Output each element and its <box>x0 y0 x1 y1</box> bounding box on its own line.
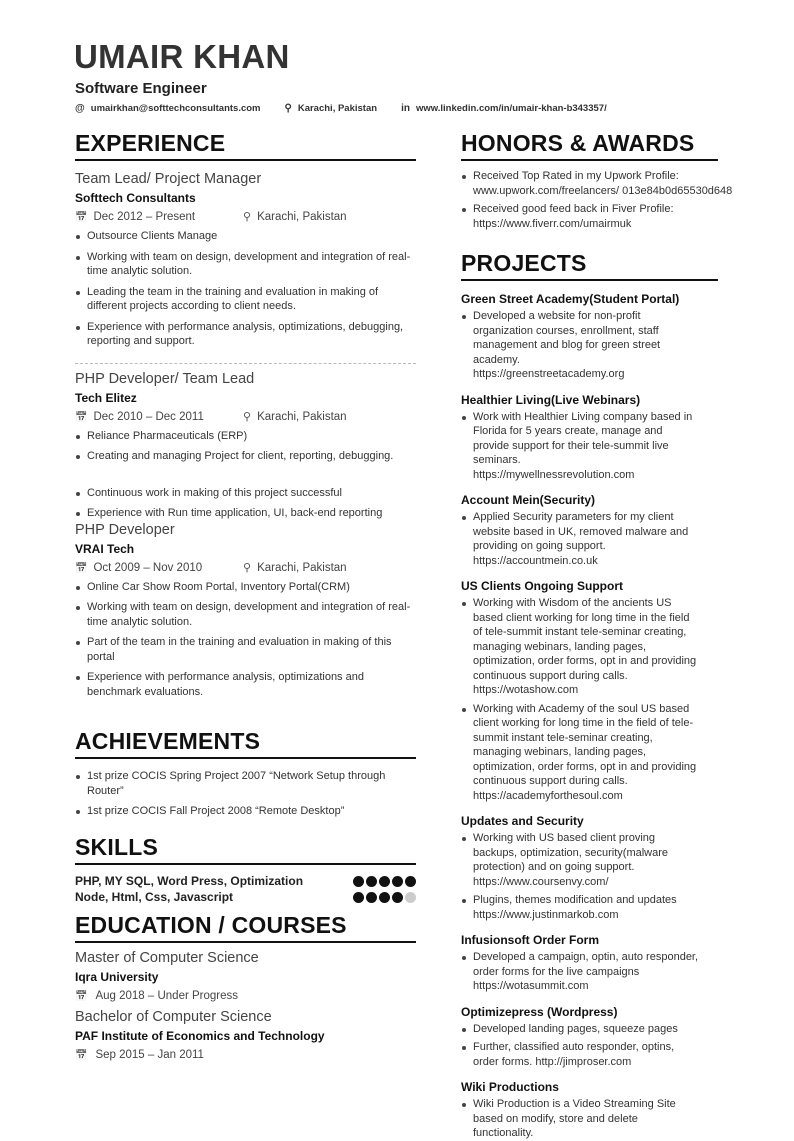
project-entry <box>461 492 718 568</box>
job-location <box>243 559 411 578</box>
bullet-item: Experience with performance analysis, optimizations, debugging, reporting and support. <box>75 320 416 349</box>
rating-dot <box>405 876 416 887</box>
achievements-section <box>75 728 416 819</box>
skill-rating <box>353 889 416 905</box>
job-dates <box>75 208 243 227</box>
project-title: Healthier Living(Live Webinars) <box>461 392 641 407</box>
bullet-text: Developed landing pages, squeeze pages <box>473 1022 678 1035</box>
company-name: Softtech Consultants <box>75 191 196 205</box>
bullet-item: Creating and managing Project for client, reporting, debugging. <box>75 449 416 464</box>
honor-item <box>461 202 718 231</box>
project-link[interactable]: https://mywellnessrevolution.com <box>473 468 635 481</box>
project-entry <box>461 578 718 803</box>
achievement-item: 1st prize COCIS Spring Project 2007 “Network Setup through Router” <box>75 769 416 798</box>
location-pin-icon: ⚲ <box>243 211 252 223</box>
project-link[interactable]: https://accountmein.co.uk <box>473 554 598 567</box>
dates-text: Dec 2010 – Dec 2011 <box>93 410 204 423</box>
section-heading: ACHIEVEMENTS <box>75 728 416 759</box>
project-entry <box>461 291 718 382</box>
honor-link[interactable]: https://www.fiverr.com/umairmuk <box>473 217 632 230</box>
bullet-text: Further, classified auto responder, optins, order forms. http://jimproser.com <box>473 1041 675 1068</box>
section-heading: SKILLS <box>75 834 416 865</box>
project-entry <box>461 392 718 483</box>
calendar-icon: 📅 <box>75 411 88 423</box>
job-entry <box>75 170 416 349</box>
bullet-text: Working with Academy of the soul US based client working for long time in the field of tele-summit instant tele-seminar creating, managing webinars, landing pages, optimization, order forms, opt in and providing continuous support during calls. <box>473 702 697 787</box>
project-bullets <box>461 950 701 994</box>
job-bullets <box>75 229 416 349</box>
dates-text: Aug 2018 – Under Progress <box>95 990 239 1002</box>
section-heading: PROJECTS <box>461 250 718 281</box>
bullet-text: Developed a website for non-profit organization courses, enrollment, staff management and blog for green street academy. <box>473 310 661 366</box>
bullet-item: Leading the team in the training and evaluation in making of different projects according to client needs. <box>75 285 416 314</box>
divider <box>75 363 416 364</box>
project-title: Infusionsoft Order Form <box>461 933 599 947</box>
rating-dot <box>353 892 364 903</box>
project-bullets <box>461 596 701 803</box>
project-title: Wiki Productions <box>461 1080 559 1094</box>
project-link[interactable]: https://www.justinmarkob.com <box>473 908 619 921</box>
project-bullets <box>461 510 701 568</box>
bullet-item <box>461 950 701 994</box>
bullet-item <box>461 702 701 804</box>
school: Iqra University <box>75 970 159 984</box>
job-entry <box>75 521 416 700</box>
bullet-item <box>461 510 701 568</box>
project-link[interactable]: https://greenstreetacademy.org <box>473 368 625 380</box>
location-text: Karachi, Pakistan <box>257 561 347 574</box>
project-bullets <box>461 309 701 382</box>
company-name: Tech Elitez <box>75 390 137 405</box>
honor-text: Received good feed back in Fiver Profile: <box>473 203 674 215</box>
bullet-item <box>461 1097 701 1141</box>
rating-dot <box>379 892 390 903</box>
achievement-item: 1st prize COCIS Fall Project 2008 “Remote Desktop” <box>75 804 416 819</box>
education-dates <box>75 987 416 1006</box>
bullet-text: Working with US based client proving backups, optimization, security(malware protection) and on going support. https://www.coursenvy.com/ <box>473 832 669 888</box>
bullet-item: Continuous work in making of this project successful <box>75 486 416 501</box>
job-bullets <box>75 429 416 521</box>
honor-link[interactable]: www.upwork.com/freelancers/ 013e84b0d65530d648 <box>473 184 733 197</box>
location-text: Karachi, Pakistan <box>257 211 347 223</box>
bullet-text: Plugins, themes modification and updates <box>473 894 677 906</box>
linkedin-link[interactable]: www.linkedin.com/in/umair-khan-b343357/ <box>415 103 607 114</box>
job-meta <box>75 408 416 427</box>
contact-info <box>75 103 631 114</box>
job-position: Team Lead/ Project Manager <box>75 171 262 187</box>
project-title: Green Street Academy(Student Portal) <box>461 292 680 306</box>
location-pin-icon: ⚲ <box>284 103 292 114</box>
location-pin-icon: ⚲ <box>243 410 252 423</box>
skill-rating <box>353 873 416 889</box>
education-section <box>75 912 416 1065</box>
job-title: Software Engineer <box>75 80 207 97</box>
project-link[interactable]: https://wotashow.com <box>473 684 579 696</box>
rating-dot <box>353 876 364 887</box>
job-position: PHP Developer <box>75 521 175 538</box>
project-title: Optimizepress (Wordpress) <box>461 1004 618 1019</box>
calendar-icon: 📅 <box>75 1050 88 1061</box>
bullet-text: Wiki Production is a Video Streaming Site based on modify, store and delete functionality. <box>473 1098 676 1139</box>
project-title: Updates and Security <box>461 814 584 828</box>
project-entry <box>461 1079 718 1141</box>
job-location <box>243 408 411 427</box>
rating-dot <box>366 876 377 887</box>
job-location <box>243 208 411 227</box>
location-text: Karachi, Pakistan <box>257 410 347 423</box>
at-icon: @ <box>75 103 85 114</box>
bullet-item <box>461 410 701 483</box>
rating-dot <box>392 876 403 887</box>
bullet-item: Reliance Pharmaceuticals (ERP) <box>75 429 416 444</box>
job-bullets <box>75 580 416 700</box>
skill-label: PHP, MY SQL, Word Press, Optimization <box>75 874 304 888</box>
project-entry <box>461 1004 718 1070</box>
degree: Bachelor of Computer Science <box>75 1009 272 1025</box>
calendar-icon: 📅 <box>75 562 88 574</box>
rating-dot <box>366 892 377 903</box>
candidate-name: UMAIR KHAN <box>74 38 290 75</box>
job-entry <box>75 363 416 521</box>
dates-text: Dec 2012 – Present <box>93 211 196 223</box>
project-title: Account Mein(Security) <box>461 493 596 507</box>
honor-item <box>461 169 733 198</box>
project-bullets <box>461 1022 701 1070</box>
bullet-item <box>461 893 701 922</box>
project-bullets <box>461 1097 701 1141</box>
bullet-item <box>461 1040 701 1069</box>
job-position: PHP Developer/ Team Lead <box>75 370 255 387</box>
skills-section <box>75 834 416 905</box>
calendar-icon: 📅 <box>75 991 88 1002</box>
bullet-item: Online Car Show Room Portal, Inventory Portal(CRM) <box>75 580 416 595</box>
bullet-text: Developed a campaign, optin, auto responder, order forms for the live campaigns <box>473 951 699 978</box>
project-entry <box>461 813 718 922</box>
bullet-item: Working with team on design, development and integration of real-time analytic solution. <box>75 600 416 629</box>
project-bullets <box>461 410 701 483</box>
bullet-text: Working with Wisdom of the ancients US based client working for long time in the field of tele-summit instant tele-seminar creating, managing webinars, landing pages, optimization, order forms, opt in and providing continuous support during calls. <box>473 597 697 682</box>
education-dates <box>75 1046 416 1065</box>
education-entry <box>75 1008 416 1065</box>
bullet-item <box>461 596 701 698</box>
bullet-item: Outsource Clients Manage <box>75 229 416 244</box>
section-heading: EXPERIENCE <box>75 130 416 161</box>
project-bullets <box>461 831 701 922</box>
bullet-item: Working with team on design, development and integration of real-time analytic solution. <box>75 250 416 279</box>
bullet-item: Experience with performance analysis, optimizations and benchmark evaluations. <box>75 670 416 699</box>
job-dates <box>75 408 243 427</box>
dates-text: Oct 2009 – Nov 2010 <box>93 561 203 574</box>
rating-dot <box>392 892 403 903</box>
bullet-text: Applied Security parameters for my client website based in UK, removed malware and providing on going support. <box>473 511 689 552</box>
job-meta <box>75 559 416 578</box>
skill-row <box>75 873 416 889</box>
linkedin-icon: in <box>401 103 410 114</box>
rating-dot <box>405 892 416 903</box>
bullet-text: Work with Healthier Living company based in Florida for 5 years create, manage and provide support for their tele-summit live seminars. <box>473 410 693 466</box>
job-meta <box>75 208 416 227</box>
project-link[interactable]: https://wotasummit.com <box>473 980 589 992</box>
bullet-item: Part of the team in the training and evaluation in making of this portal <box>75 635 416 664</box>
project-entry <box>461 932 718 994</box>
location-pin-icon: ⚲ <box>243 561 252 574</box>
dates-text: Sep 2015 – Jan 2011 <box>95 1049 204 1061</box>
projects-section <box>461 250 718 1141</box>
education-entry <box>75 949 416 1006</box>
bullet-item <box>461 1022 701 1037</box>
job-dates <box>75 559 243 578</box>
calendar-icon: 📅 <box>75 212 88 223</box>
school: PAF Institute of Economics and Technology <box>75 1029 325 1043</box>
degree: Master of Computer Science <box>75 950 259 966</box>
bullet-item: Experience with Run time application, UI, back-end reporting <box>75 506 416 521</box>
skill-label: Node, Html, Css, Javascript <box>75 890 234 904</box>
honor-text: Received Top Rated in my Upwork Profile: <box>473 170 679 182</box>
experience-section <box>75 130 416 699</box>
skill-row <box>75 889 416 905</box>
email[interactable]: umairkhan@softtechconsultants.com <box>90 103 261 114</box>
section-heading: HONORS & AWARDS <box>461 130 718 161</box>
company-name: VRAI Tech <box>75 541 135 556</box>
section-heading: EDUCATION / COURSES <box>75 912 416 943</box>
bullet-item <box>461 309 701 382</box>
honors-section <box>461 130 733 231</box>
location: Karachi, Pakistan <box>297 103 378 114</box>
project-title: US Clients Ongoing Support <box>461 579 623 593</box>
project-link[interactable]: https://academyforthesoul.com <box>473 789 623 802</box>
rating-dot <box>379 876 390 887</box>
bullet-item <box>461 831 701 889</box>
